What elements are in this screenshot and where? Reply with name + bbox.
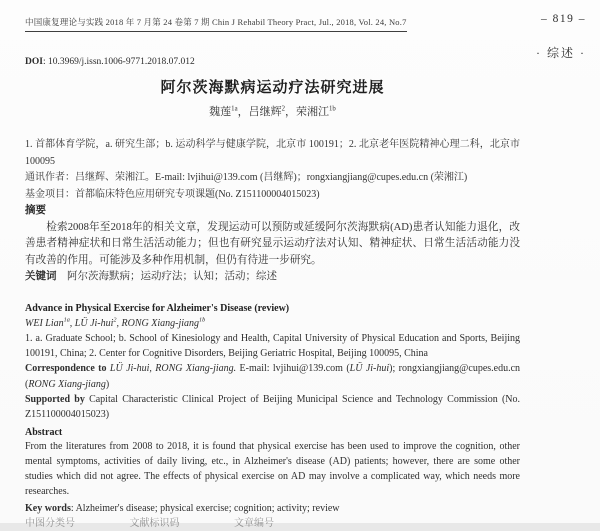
english-section bbox=[25, 301, 520, 531]
article-title-cn: 阿尔茨海默病运动疗法研究进展 bbox=[25, 77, 520, 97]
running-head bbox=[25, 12, 407, 32]
abstract-heading-cn: 摘要 bbox=[25, 203, 520, 220]
article-type-label: · 综述 · bbox=[536, 44, 586, 61]
clc-label-document-code: 文献标识码 bbox=[130, 518, 180, 529]
keywords-cn: 关键词 阿尔茨海默病；运动疗法；认知；活动；综述 bbox=[25, 269, 520, 286]
page-number: – 819 – bbox=[541, 13, 586, 25]
clc-line bbox=[25, 516, 520, 531]
journal-title-line: 中国康复理论与实践 2018 年 7 月第 24 卷第 7 期 Chin J Rehabil Theory Pract, Jul., 2018, Vol. 24, No.7 bbox=[25, 16, 407, 32]
clc-label-article-id: 文章编号 bbox=[234, 518, 274, 529]
doi-line: DOI: 10.3969/j.issn.1006-9771.2018.07.012 bbox=[25, 56, 520, 68]
abstract-heading-en: Abstract bbox=[25, 425, 520, 440]
content-column bbox=[25, 56, 520, 531]
supported-by-en: Supported by Capital Characteristic Clinical Project of Beijing Municipal Science and Technology Commission (No. Z151100004015023) bbox=[25, 392, 520, 422]
fund-project-cn: 基金项目：首都临床特色应用研究专项课题(No. Z151100004015023) bbox=[25, 187, 520, 204]
authors-cn: 魏莲$^{1a}$，吕继辉$^2$，荣湘江$^{1b}$ bbox=[25, 105, 520, 119]
abstract-text-cn: 检索2008年至2018年的相关文章，发现运动可以预防或延缓阿尔茨海默病(AD)患者认知能力退化，改善患者精神症状和日常生活活动能力；但也有研究显示运动疗法对认知、精神症状、日常生活活动能力没有改善的作用。可能涉及多种作用机制，但仍有待进一步研究。 bbox=[25, 220, 520, 270]
correspondence-cn: 通讯作者：吕继辉、荣湘江。E-mail: lvjihui@139.com (吕继辉)；rongxiangjiang@cupes.edu.cn (荣湘江) bbox=[25, 170, 520, 187]
affiliation-cn: 1. 首都体育学院，a. 研究生部；b. 运动科学与健康学院，北京市 100191；2. 北京老年医院精神心理二科，北京市 100095 bbox=[25, 137, 520, 170]
authors-en: WEI Lian$^{1a}$, LÜ Ji-hui$^2$, RONG Xiang-jiang$^{1b}$ bbox=[25, 316, 520, 331]
article-title-en: Advance in Physical Exercise for Alzheimer's Disease (review) bbox=[25, 301, 520, 316]
keywords-en: Key words: Alzheimer's disease; physical exercise; cognition; activity; review bbox=[25, 501, 520, 516]
clc-label-classification: 中图分类号 bbox=[25, 518, 75, 529]
affiliation-en: 1. a. Graduate School; b. School of Kinesiology and Health, Capital University of Physical Education and Sports, Beijing 100191, China; 2. Center for Cognitive Disorders, Beijing Geriatric Hospital, Beijing 100095, China bbox=[25, 331, 520, 361]
correspondence-en: Correspondence to LÜ Ji-hui, RONG Xiang-jiang. E-mail: lvjihui@139.com (LÜ Ji-hui); rongxiangjiang@cupes.edu.cn (RONG Xiang-jiang) bbox=[25, 361, 520, 391]
abstract-text-en: From the literatures from 2008 to 2018, it is found that physical exercise has been used to improve the cognition, other mental symptoms, activities of daily living, etc., in Alzheimer's disease (AD) patients; however, there are some other studies which did not agree. The effects of physical exercise on AD may involve a complicated way, which needs more researches. bbox=[25, 440, 520, 500]
